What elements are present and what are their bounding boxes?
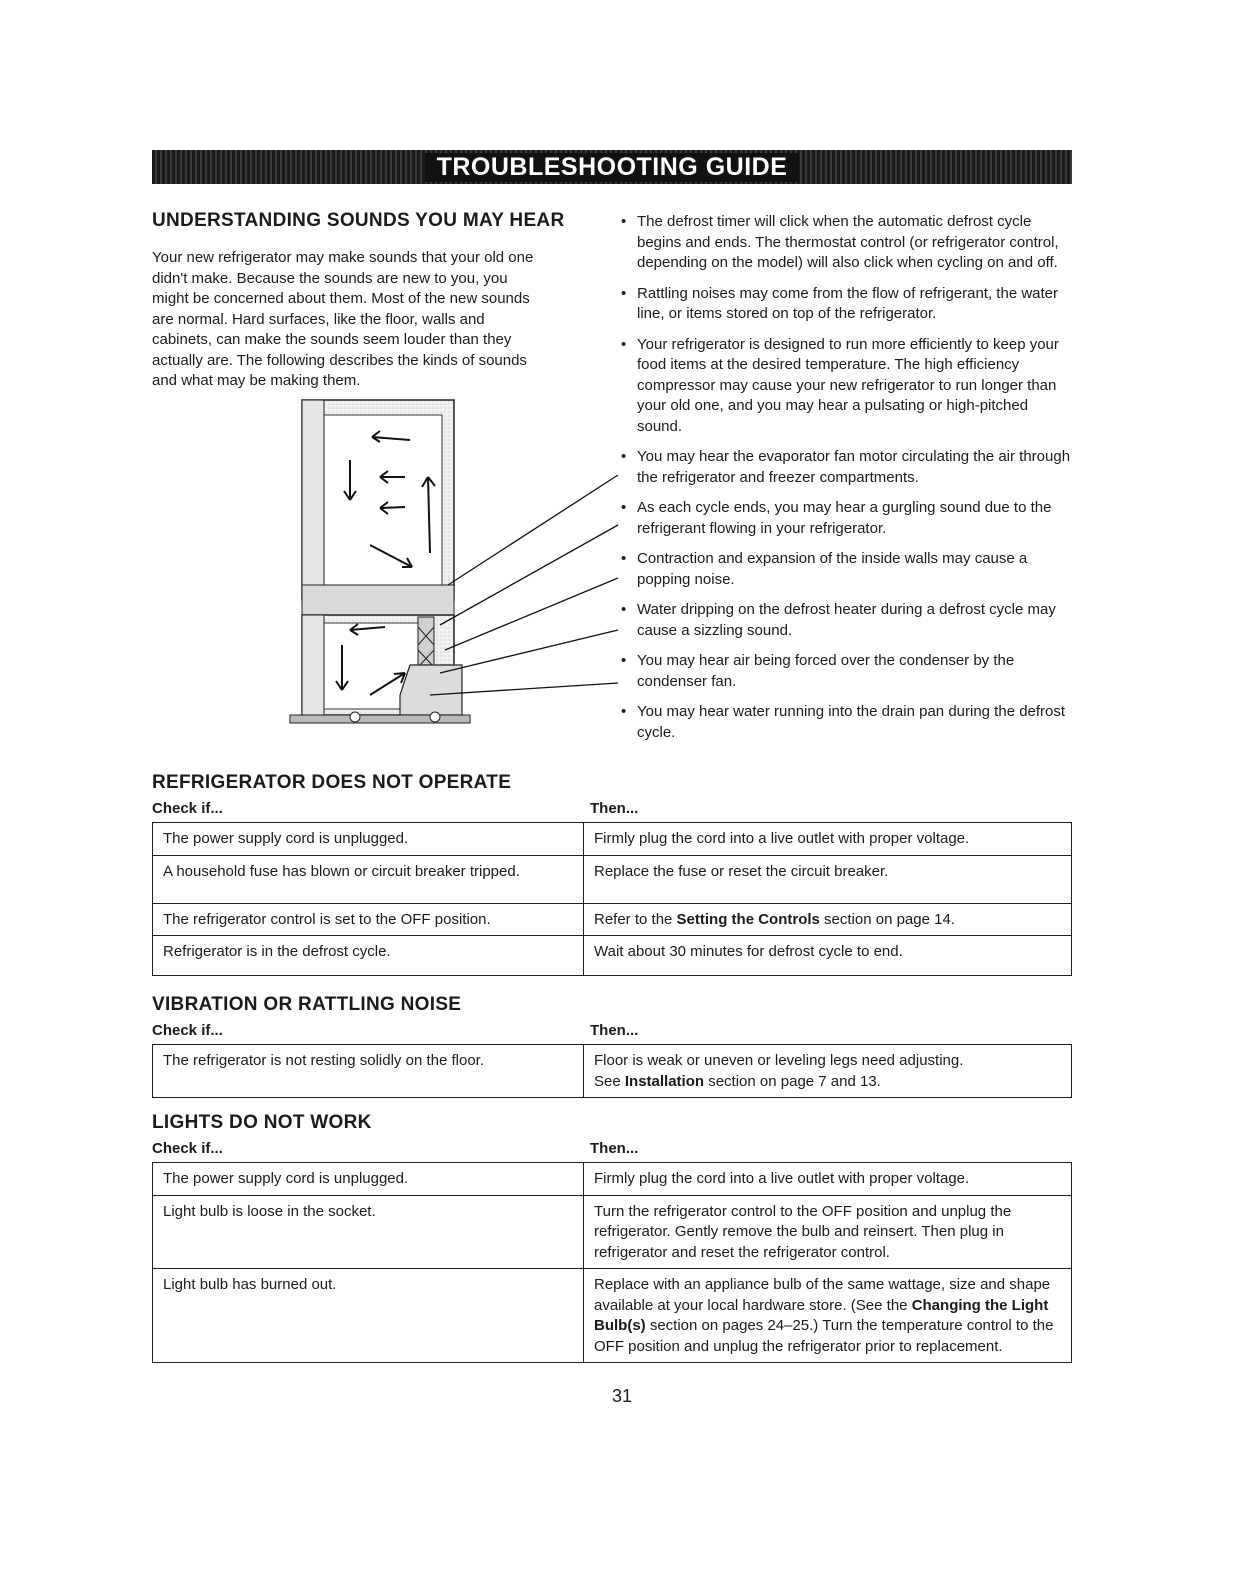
sound-item: • You may hear the evaporator fan motor circulating the air through the refrigerator and freezer compartments. bbox=[620, 447, 1075, 488]
title-banner bbox=[152, 150, 1072, 184]
sounds-heading: UNDERSTANDING SOUNDS YOU MAY HEAR bbox=[152, 210, 565, 231]
intro-line: cabinets, can make the sounds seem louder than they bbox=[152, 331, 512, 348]
check-cell: Light bulb is loose in the socket. bbox=[153, 1195, 584, 1269]
check-if-label: Check if... bbox=[152, 1140, 223, 1157]
table-row bbox=[153, 1045, 1072, 1098]
sound-item: • As each cycle ends, you may hear a gurgling sound due to the refrigerant flowing in your refrigerator. bbox=[620, 498, 1075, 539]
then-label: Then... bbox=[590, 1022, 639, 1039]
lights-heading: LIGHTS DO NOT WORK bbox=[152, 1112, 372, 1133]
page-title: TROUBLESHOOTING GUIDE bbox=[425, 153, 800, 182]
then-label: Then... bbox=[590, 1140, 639, 1157]
sound-item: • You may hear water running into the drain pan during the defrost cycle. bbox=[620, 702, 1075, 743]
check-if-label: Check if... bbox=[152, 1022, 223, 1039]
intro-line: are normal. Hard surfaces, like the floor, walls and bbox=[152, 310, 485, 328]
then-cell: Turn the refrigerator control to the OFF position and unplug the refrigerator. Gently remove the bulb and reinsert. Then plug in refrigerator and reset the refrigerator control. bbox=[584, 1195, 1072, 1269]
intro-line: might be concerned about them. Most of the new sounds bbox=[152, 290, 530, 307]
refrigerator-airflow-diagram bbox=[280, 395, 640, 730]
check-cell: The power supply cord is unplugged. bbox=[153, 1163, 584, 1196]
then-cell: Replace the fuse or reset the circuit breaker. bbox=[584, 855, 1072, 903]
then-cell: Wait about 30 minutes for defrost cycle to end. bbox=[584, 936, 1072, 976]
page-number: 31 bbox=[611, 1386, 633, 1406]
table-row bbox=[153, 823, 1072, 856]
check-if-label: Check if... bbox=[152, 800, 223, 817]
table-row bbox=[153, 1269, 1072, 1363]
sound-item: • Contraction and expansion of the inside walls may cause a popping noise. bbox=[620, 549, 1075, 590]
then-label: Then... bbox=[590, 800, 639, 817]
then-cell: Replace with an appliance bulb of the same wattage, size and shape available at your local hardware store. (See the Changing the Light Bulb(s) section on pages 24–25.) Turn the temperature control to the OFF position and unplug the refrigerator prior to replacement. bbox=[584, 1269, 1072, 1363]
sound-item: • The defrost timer will click when the automatic defrost cycle begins and ends. The thermostat control (or refrigerator control, depending on the model) will also click when cycling on and off. bbox=[620, 212, 1075, 274]
vibration-heading: VIBRATION OR RATTLING NOISE bbox=[152, 994, 462, 1015]
check-cell: The refrigerator is not resting solidly on the floor. bbox=[153, 1045, 584, 1098]
then-cell: Refer to the Setting the Controls section on page 14. bbox=[584, 903, 1072, 936]
check-cell: A household fuse has blown or circuit breaker tripped. bbox=[153, 855, 584, 903]
sound-item: • You may hear air being forced over the condenser by the condenser fan. bbox=[620, 651, 1075, 692]
then-cell: Firmly plug the cord into a live outlet with proper voltage. bbox=[584, 1163, 1072, 1196]
table-row bbox=[153, 1163, 1072, 1196]
table-row bbox=[153, 1195, 1072, 1269]
not-operate-heading: REFRIGERATOR DOES NOT OPERATE bbox=[152, 772, 512, 793]
check-cell: The refrigerator control is set to the OFF position. bbox=[153, 903, 584, 936]
intro-line: didn't make. Because the sounds are new to you, you bbox=[152, 269, 508, 287]
vibration-table bbox=[152, 1044, 1072, 1098]
table-row bbox=[153, 855, 1072, 903]
intro-line: and what may be making them. bbox=[152, 372, 361, 389]
check-cell: The power supply cord is unplugged. bbox=[153, 823, 584, 856]
table-row bbox=[153, 936, 1072, 976]
sound-item: • Water dripping on the defrost heater during a defrost cycle may cause a sizzling sound. bbox=[620, 600, 1075, 641]
sound-item: • Your refrigerator is designed to run more efficiently to keep your food items at the desired temperature. The high efficiency compressor may cause your new refrigerator to run longer than your old one, and you may hear a pulsating or high-pitched sound. bbox=[620, 335, 1075, 438]
sound-item: • Rattling noises may come from the flow of refrigerant, the water line, or items stored on top of the refrigerator. bbox=[620, 284, 1075, 325]
lights-table bbox=[152, 1162, 1072, 1363]
intro-line: actually are. The following describes the kinds of sounds bbox=[152, 351, 527, 369]
not-operate-table bbox=[152, 822, 1072, 976]
intro-line: Your new refrigerator may make sounds that your old one bbox=[152, 249, 534, 266]
check-cell: Light bulb has burned out. bbox=[153, 1269, 584, 1363]
sounds-intro bbox=[152, 248, 597, 392]
then-cell: Floor is weak or uneven or leveling legs need adjusting. See Installation section on page 7 and 13. bbox=[584, 1045, 1072, 1098]
check-cell: Refrigerator is in the defrost cycle. bbox=[153, 936, 584, 976]
then-cell: Firmly plug the cord into a live outlet with proper voltage. bbox=[584, 823, 1072, 856]
table-row bbox=[153, 903, 1072, 936]
sounds-list bbox=[620, 212, 1075, 743]
